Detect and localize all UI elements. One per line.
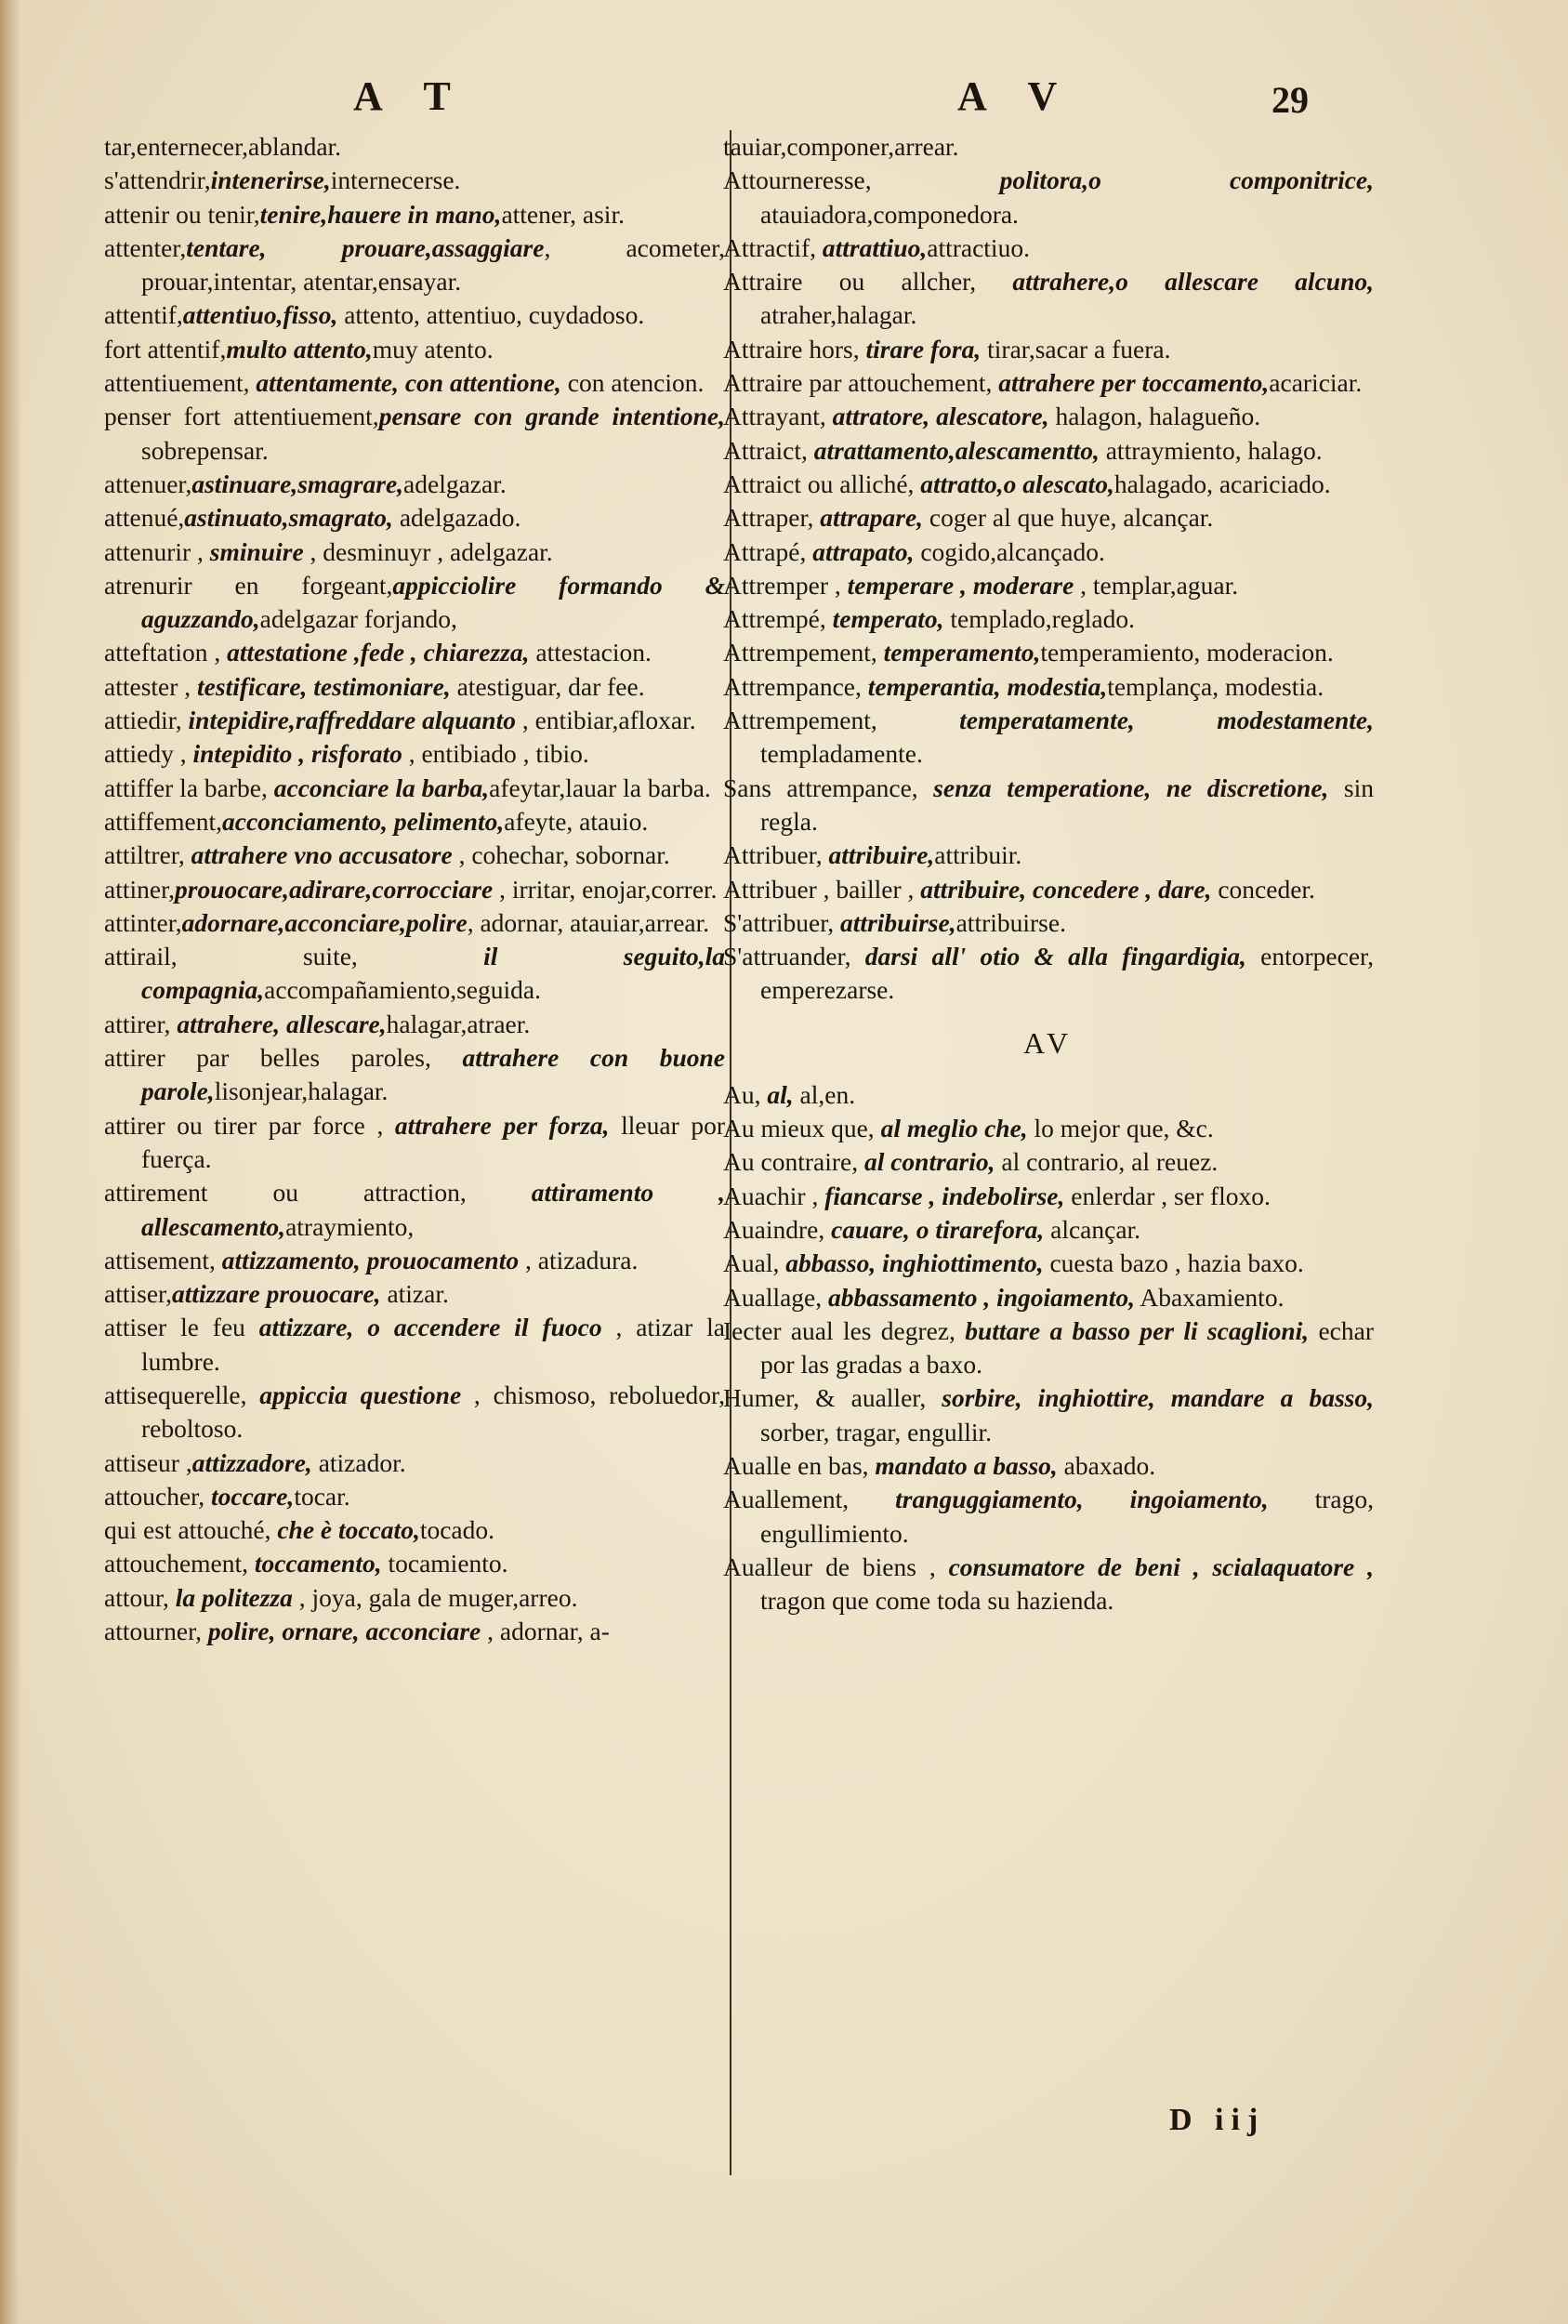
entry-spanish: temperamiento, moderacion.	[1040, 638, 1334, 667]
entry-italian: tirare fora,	[865, 334, 982, 363]
entry-italian: pensare con grande intentione,	[378, 402, 725, 431]
dictionary-entry	[723, 1112, 1374, 1145]
dictionary-entry	[104, 906, 725, 940]
entry-italian: attrahere, allescare,	[177, 1009, 387, 1038]
entry-spanish: , acometer, prouar,intentar, atentar,ensayar.	[141, 232, 725, 297]
entry-headword: attiffement,	[104, 806, 223, 836]
dictionary-entry	[104, 468, 725, 501]
entry-italian: politora,o componitrice,	[999, 165, 1374, 195]
entry-spanish: abaxado.	[1057, 1450, 1156, 1480]
entry-headword: fort attentif,	[104, 334, 227, 363]
entry-italian: intepidire,raffreddare alquanto	[188, 706, 516, 735]
entry-spanish: atraymiento,	[285, 1211, 415, 1241]
entry-spanish: con atencion.	[560, 368, 705, 398]
entry-italian: prouocare,adirare,corrocciare	[175, 874, 494, 904]
entry-spanish: attraymiento, halago.	[1099, 435, 1323, 465]
entry-italian: attrahere,o allescare alcuno,	[1012, 267, 1374, 297]
entry-spanish: Abaxamiento.	[1135, 1282, 1285, 1312]
entry-italian: appiccia questione	[259, 1380, 462, 1409]
entry-spanish: attribuirse.	[955, 907, 1066, 937]
entry-spanish: acariciar.	[1269, 368, 1363, 398]
entry-spanish: attener, asir.	[501, 199, 625, 229]
entry-italian: attrahere con buone parole,	[141, 1043, 725, 1106]
entry-headword: attenué,	[104, 503, 185, 533]
entry-headword: Attrapé,	[723, 536, 813, 566]
entry-spanish: sorber, tragar, engullir.	[760, 1417, 993, 1446]
entry-headword: Attrayant,	[723, 402, 833, 431]
entry-italian: tentare, prouare,assaggiare	[186, 232, 545, 262]
entry-italian: mandato a basso,	[875, 1450, 1058, 1480]
dictionary-entry	[723, 1213, 1374, 1247]
entry-italian: temperatamente, modestamente,	[959, 706, 1375, 735]
entry-headword: attenuer,	[104, 469, 192, 498]
dictionary-entry	[104, 805, 725, 838]
entry-italian: temperantia, modestia,	[867, 671, 1108, 701]
entry-italian: attizzare, o accendere il fuoco	[258, 1313, 602, 1342]
entry-spanish: conceder.	[1211, 874, 1315, 904]
entry-spanish: atraher,halagar.	[760, 300, 917, 330]
entry-italian: senza temperatione, ne discretione,	[933, 772, 1329, 802]
entry-italian: attrattiuo,	[822, 232, 928, 262]
entry-italian: attentiuo,fisso,	[182, 300, 338, 330]
entry-headword: attentif,	[104, 300, 183, 330]
entry-headword: s'attendrir,	[104, 165, 211, 195]
entry-spanish: , desminuyr , adelgazar.	[303, 536, 553, 566]
entry-spanish: echar por las gradas a baxo.	[760, 1315, 1374, 1380]
entry-headword: attiser le feu	[104, 1313, 259, 1342]
dictionary-entry	[104, 670, 725, 704]
entry-italian: polire, ornare, acconciare	[207, 1617, 481, 1646]
entry-headword: attiffer la barbe,	[104, 772, 274, 802]
dictionary-entry	[104, 1109, 725, 1177]
entry-italian: al,	[767, 1079, 794, 1109]
entry-headword: Auallage,	[723, 1282, 829, 1312]
entry-headword: Attrempement,	[723, 706, 960, 735]
dictionary-entry	[104, 130, 725, 164]
entry-headword: atrenurir en forgeant,	[104, 570, 393, 600]
entry-headword: attisement,	[104, 1245, 222, 1274]
entry-headword: Attraire par attouchement,	[723, 368, 999, 398]
entry-headword: tauiar,componer,arrear.	[723, 132, 959, 161]
dictionary-entry	[723, 1078, 1374, 1112]
dictionary-entry	[104, 940, 725, 1008]
entry-headword: attester ,	[104, 671, 198, 701]
dictionary-entry	[723, 873, 1374, 906]
dictionary-entry	[104, 704, 725, 737]
signature-mark: D iij	[1169, 2103, 1266, 2137]
entry-headword: attiner,	[104, 874, 176, 904]
entry-spanish: atauiadora,componedora.	[760, 199, 1019, 229]
dictionary-entry	[723, 501, 1374, 535]
entry-spanish: halagado, acariciado.	[1113, 469, 1331, 498]
entry-spanish: , atizadura.	[519, 1245, 639, 1274]
entry-headword: qui est attouché,	[104, 1515, 278, 1545]
entry-headword: S'attribuer,	[723, 907, 841, 937]
dictionary-entry	[723, 704, 1374, 772]
dictionary-entry	[104, 400, 725, 468]
entry-spanish: templança, modestia.	[1107, 671, 1324, 701]
entry-italian: attrahere per forza,	[394, 1110, 610, 1140]
entry-italian: temperamento,	[883, 638, 1041, 667]
dictionary-entry	[104, 1176, 725, 1244]
dictionary-entry	[104, 1277, 725, 1311]
entry-headword: Attrempement,	[723, 638, 884, 667]
entry-italian: attestatione ,fede , chiarezza,	[227, 638, 530, 667]
dictionary-entry	[723, 130, 1374, 164]
entry-spanish: , entibiado , tibio.	[402, 739, 589, 769]
entry-headword: Aualle en bas,	[723, 1450, 876, 1480]
entry-italian: darsi all' otio & alla fingardigia,	[864, 942, 1246, 971]
entry-headword: Attrempé,	[723, 604, 833, 634]
entry-spanish: cogido,alcançado.	[914, 536, 1105, 566]
dictionary-entry	[104, 366, 725, 400]
entry-spanish: alcançar.	[1044, 1214, 1141, 1244]
dictionary-entry	[104, 1615, 725, 1648]
dictionary-entry	[723, 1449, 1374, 1483]
entry-spanish: , adornar, a-	[481, 1617, 610, 1646]
dictionary-entry	[723, 569, 1374, 602]
dictionary-entry	[723, 1381, 1374, 1449]
dictionary-entry	[104, 1041, 725, 1109]
section-heading: AV	[1022, 1025, 1074, 1060]
running-head-right: A V	[957, 73, 1074, 119]
dictionary-entry	[104, 535, 725, 569]
entry-italian: il seguito,la compagnia,	[141, 942, 726, 1005]
entry-spanish: attestacion.	[529, 638, 652, 667]
entry-headword: attirement ou attraction,	[104, 1178, 532, 1208]
entry-headword: attinter,	[104, 907, 182, 937]
entry-italian: consumatore de beni , scialaquatore ,	[948, 1552, 1374, 1581]
dictionary-entry	[723, 1281, 1374, 1314]
entry-italian: appicciolire formando & aguzzando,	[141, 570, 725, 634]
dictionary-entry	[723, 1483, 1374, 1551]
dictionary-entry	[104, 231, 725, 299]
entry-italian: sorbire, inghiottire, mandare a basso,	[942, 1383, 1374, 1413]
entry-headword: Attourneresse,	[723, 165, 1000, 195]
entry-headword: Attremper ,	[723, 570, 848, 600]
entry-headword: Attribuer,	[723, 840, 829, 870]
dictionary-entry	[723, 1145, 1374, 1179]
entry-headword: Au mieux que,	[723, 1114, 881, 1143]
entry-italian: attrahere per toccamento,	[998, 368, 1270, 398]
dictionary-entry	[723, 1551, 1374, 1618]
entry-headword: Sans attrempance,	[723, 772, 934, 802]
entry-headword: attirail, suite,	[104, 942, 484, 971]
entry-headword: Iecter aual les degrez,	[723, 1315, 966, 1345]
entry-headword: S'attruander,	[723, 942, 865, 971]
entry-spanish: attractiuo.	[927, 232, 1030, 262]
entry-italian: attizzare prouocare,	[171, 1279, 381, 1309]
dictionary-entry	[723, 400, 1374, 433]
entry-spanish: enlerdar , ser floxo.	[1064, 1181, 1271, 1210]
entry-headword: atteftation ,	[104, 638, 228, 667]
entry-italian: acconciamento, pelimento,	[222, 806, 505, 836]
entry-headword: attiseur ,	[104, 1447, 192, 1477]
entry-spanish: atizar.	[380, 1279, 449, 1309]
dictionary-entry	[104, 873, 725, 906]
dictionary-entry	[723, 434, 1374, 468]
entry-italian: fiancarse , indebolirse,	[824, 1181, 1065, 1210]
entry-spanish: tragon que come toda su hazienda.	[760, 1586, 1114, 1616]
dictionary-entry	[104, 636, 725, 669]
entry-headword: attenter,	[104, 232, 187, 262]
entry-headword: attiltrer,	[104, 840, 191, 870]
entry-italian: temperato,	[832, 604, 944, 634]
entry-italian: attratore, alescatore,	[832, 402, 1049, 431]
entry-headword: attirer,	[104, 1009, 178, 1038]
entry-italian: astinuato,smagrato,	[184, 503, 393, 533]
entry-headword: attiedy ,	[104, 739, 193, 769]
entry-italian: intenerirse,	[210, 165, 331, 195]
dictionary-entry	[723, 670, 1374, 704]
entry-spanish: , joya, gala de muger,arreo.	[292, 1582, 578, 1612]
dictionary-entry	[723, 636, 1374, 669]
dictionary-entry	[723, 366, 1374, 400]
entry-headword: attour,	[104, 1582, 176, 1612]
dictionary-entry	[104, 333, 725, 366]
entry-italian: che è toccato,	[277, 1515, 420, 1545]
entry-italian: attrahere vno accusatore	[191, 840, 453, 870]
entry-italian: la politezza	[175, 1582, 293, 1612]
page-number: 29	[1272, 79, 1309, 121]
entry-italian: acconciare la barba,	[273, 772, 490, 802]
entry-spanish: atestiguar, dar fee.	[450, 671, 645, 701]
entry-italian: attribuirse,	[840, 907, 956, 937]
entry-spanish: adelgazado.	[392, 503, 521, 533]
right-column-entries-at	[723, 130, 1374, 1008]
entry-spanish: al,en.	[793, 1079, 856, 1109]
entry-italian: temperare , moderare	[847, 570, 1074, 600]
entry-italian: attizzamento, prouocamento	[221, 1245, 520, 1274]
entry-headword: attenir ou tenir,	[104, 199, 260, 229]
entry-headword: Humer, & aualler,	[723, 1383, 942, 1413]
right-column-entries-av	[723, 1078, 1374, 1618]
entry-italian: al contrario,	[863, 1147, 995, 1177]
entry-headword: attirer ou tirer par force ,	[104, 1110, 395, 1140]
entry-italian: astinuare,smagrare,	[191, 469, 404, 498]
dictionary-entry	[723, 1247, 1374, 1280]
entry-spanish: afeytar,lauar la barba.	[489, 772, 711, 802]
entry-spanish: afeyte, atauio.	[504, 806, 649, 836]
entry-spanish: tocado.	[419, 1515, 495, 1545]
entry-spanish: lisonjear,halagar.	[214, 1076, 389, 1106]
dictionary-entry	[104, 1513, 725, 1547]
entry-spanish: , chismoso, reboluedor, reboltoso.	[141, 1380, 725, 1444]
entry-headword: Attractif,	[723, 232, 823, 262]
entry-headword: attourner,	[104, 1617, 208, 1646]
dictionary-entry	[104, 737, 725, 771]
entry-spanish: lleuar por fuerça.	[141, 1110, 725, 1173]
entry-spanish: sin regla.	[760, 772, 1374, 836]
dictionary-entry	[723, 468, 1374, 501]
dictionary-entry	[104, 1311, 725, 1379]
right-column	[723, 130, 1374, 1618]
entry-spanish: atizador.	[311, 1447, 406, 1477]
entry-italian: sminuire	[209, 536, 304, 566]
entry-spanish: tirar,sacar a fuera.	[981, 334, 1171, 363]
entry-italian: abbassamento , ingoiamento,	[828, 1282, 1136, 1312]
dictionary-entry	[723, 940, 1374, 1008]
entry-headword: attiedir,	[104, 706, 189, 735]
entry-headword: tar,enternecer,ablandar.	[104, 132, 342, 161]
entry-headword: Aualleur de biens ,	[723, 1552, 949, 1581]
dictionary-entry	[723, 838, 1374, 872]
entry-headword: Attraper,	[723, 503, 821, 533]
entry-headword: Attraire hors,	[723, 334, 866, 363]
entry-spanish: muy atento.	[372, 334, 494, 363]
entry-spanish: cuesta bazo , hazia baxo.	[1043, 1248, 1304, 1278]
entry-italian: tranguggiamento, ingoiamento,	[895, 1485, 1269, 1514]
entry-italian: attratto,o alescato,	[920, 469, 1114, 498]
entry-spanish: attribuir.	[934, 840, 1022, 870]
entry-headword: attoucher,	[104, 1481, 211, 1511]
dictionary-entry	[104, 1008, 725, 1041]
entry-italian: attiramento , allescamento,	[141, 1178, 725, 1241]
entry-italian: al meglio che,	[880, 1114, 1028, 1143]
entry-italian: buttare a basso per li scaglioni,	[965, 1315, 1310, 1345]
left-column	[104, 130, 725, 1648]
entry-spanish: al contrario, al reuez.	[995, 1147, 1219, 1177]
entry-headword: Au,	[723, 1079, 768, 1109]
entry-italian: multo attento,	[226, 334, 373, 363]
page-edge-shadow	[0, 0, 20, 2324]
entry-spanish: attento, attentiuo, cuydadoso.	[337, 300, 645, 330]
entry-headword: Attribuer , bailler ,	[723, 874, 921, 904]
entry-headword: Aual,	[723, 1248, 786, 1278]
entry-headword: Au contraire,	[723, 1147, 864, 1177]
entry-spanish: templado,reglado.	[943, 604, 1135, 634]
entry-italian: attrapare,	[820, 503, 924, 533]
entry-headword: attisequerelle,	[104, 1380, 260, 1409]
entry-headword: Attraict,	[723, 435, 814, 465]
dictionary-entry	[723, 231, 1374, 265]
entry-spanish: coger al que huye, alcançar.	[923, 503, 1214, 533]
entry-spanish: , entibiar,afloxar.	[515, 706, 696, 735]
entry-italian: toccamento,	[254, 1549, 382, 1578]
dictionary-entry	[104, 1581, 725, 1615]
running-head-left: A T	[353, 73, 468, 119]
dictionary-entry	[723, 772, 1374, 839]
entry-italian: attrapato,	[812, 536, 915, 566]
entry-spanish: , adornar, atauiar,arrear.	[467, 907, 710, 937]
dictionary-entry	[104, 198, 725, 231]
entry-spanish: , irritar, enojar,correr.	[493, 874, 718, 904]
dictionary-entry	[723, 333, 1374, 366]
entry-headword: Auachir ,	[723, 1181, 825, 1210]
dictionary-entry	[104, 164, 725, 197]
entry-headword: attirer par belles paroles,	[104, 1043, 463, 1073]
entry-spanish: halagon, halagueño.	[1048, 402, 1261, 431]
dictionary-entry	[723, 906, 1374, 940]
entry-italian: testificare, testimoniare,	[197, 671, 451, 701]
entry-spanish: adelgazar.	[403, 469, 507, 498]
dictionary-entry	[723, 535, 1374, 569]
entry-spanish: trago, engullimiento.	[760, 1485, 1374, 1548]
dictionary-entry	[104, 1379, 725, 1446]
entry-spanish: , templar,aguar.	[1074, 570, 1239, 600]
dictionary-entry	[723, 1180, 1374, 1213]
entry-italian: attizzadore,	[191, 1447, 312, 1477]
entry-headword: penser fort attentiuement,	[104, 402, 379, 431]
dictionary-entry	[104, 1244, 725, 1277]
entry-headword: attiser,	[104, 1279, 172, 1309]
entry-headword: Auallement,	[723, 1485, 896, 1514]
entry-spanish: halagar,atraer.	[386, 1009, 531, 1038]
entry-headword: Attrempance,	[723, 671, 868, 701]
entry-spanish: adelgazar forjando,	[259, 604, 457, 634]
entry-italian: attribuire,	[828, 840, 935, 870]
dictionary-entry	[723, 164, 1374, 231]
entry-italian: cauare, o tirarefora,	[831, 1214, 1045, 1244]
entry-spanish: internecerse.	[330, 165, 461, 195]
entry-spanish: templadamente.	[760, 739, 923, 769]
entry-headword: Attraict ou alliché,	[723, 469, 921, 498]
dictionary-entry	[104, 1446, 725, 1480]
entry-italian: atrattamento,alescamentto,	[813, 435, 1100, 465]
entry-spanish: entorpecer, emperezarse.	[760, 942, 1374, 1005]
dictionary-entry	[104, 569, 725, 637]
dictionary-entry	[723, 602, 1374, 636]
dictionary-entry	[104, 772, 725, 805]
entry-spanish: accompañamiento,seguida.	[264, 975, 541, 1005]
entry-italian: attribuire, concedere , dare,	[920, 874, 1212, 904]
dictionary-entry	[104, 838, 725, 872]
entry-headword: Attraire ou allcher,	[723, 267, 1013, 297]
entry-italian: toccare,	[210, 1481, 295, 1511]
entry-spanish: sobrepensar.	[141, 435, 269, 465]
entry-italian: intepidito , risforato	[192, 739, 402, 769]
dictionary-entry	[723, 265, 1374, 333]
entry-spanish: , atizar la lumbre.	[141, 1313, 726, 1376]
entry-spanish: lo mejor que, &c.	[1027, 1114, 1214, 1143]
entry-spanish: tocamiento.	[381, 1549, 508, 1578]
entry-headword: attenurir ,	[104, 536, 210, 566]
entry-italian: attentamente, con attentione,	[256, 368, 561, 398]
entry-spanish: tocar.	[294, 1481, 350, 1511]
dictionary-entry	[104, 501, 725, 535]
entry-italian: abbasso, inghiottimento,	[785, 1248, 1044, 1278]
entry-headword: attouchement,	[104, 1549, 255, 1578]
entry-italian: tenire,hauere in mano,	[259, 199, 502, 229]
entry-headword: attentiuement,	[104, 368, 257, 398]
entry-spanish: , cohechar, sobornar.	[452, 840, 670, 870]
dictionary-entry	[723, 1314, 1374, 1382]
entry-italian: adornare,acconciare,polire	[181, 907, 468, 937]
dictionary-entry	[104, 1480, 725, 1513]
dictionary-entry	[104, 298, 725, 332]
entry-headword: Auaindre,	[723, 1214, 832, 1244]
dictionary-entry	[104, 1547, 725, 1580]
